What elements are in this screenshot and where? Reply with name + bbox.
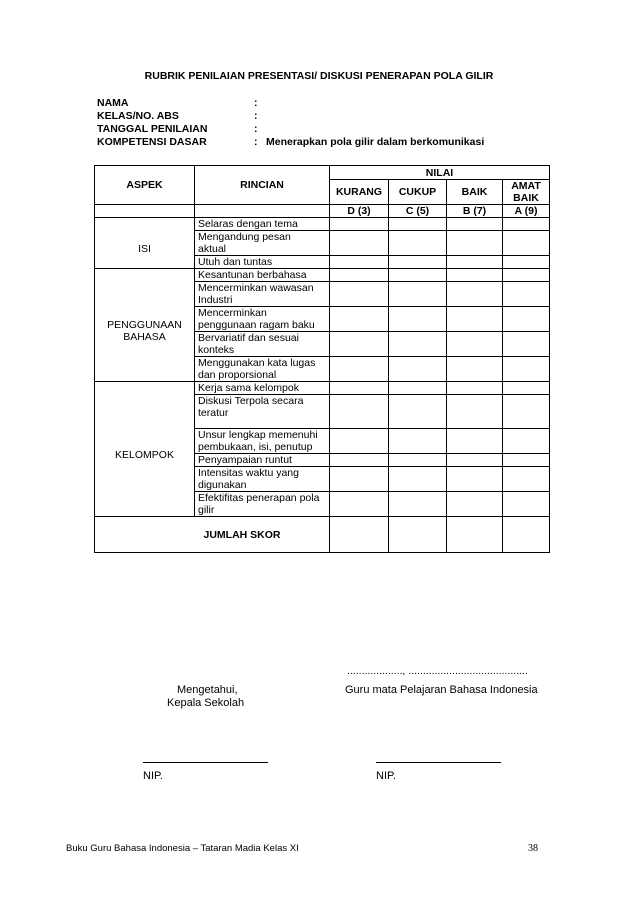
score-cell[interactable] bbox=[389, 357, 447, 382]
info-value-kompetensi: Menerapkan pola gilir dalam berkomunikasi bbox=[266, 136, 485, 148]
aspek-kelompok: KELOMPOK bbox=[95, 382, 195, 517]
score-cell[interactable] bbox=[330, 492, 389, 517]
grade-c: C (5) bbox=[389, 205, 447, 218]
empty-cell bbox=[95, 205, 195, 218]
rincian-item: Mengandung pesan aktual bbox=[195, 231, 330, 256]
grade-b: B (7) bbox=[447, 205, 503, 218]
place-date-line: ..................., ......................................... bbox=[347, 665, 528, 677]
signature-left-line1: Mengetahui, bbox=[177, 684, 238, 696]
score-cell[interactable] bbox=[330, 357, 389, 382]
score-cell[interactable] bbox=[447, 382, 503, 395]
total-cell[interactable] bbox=[503, 517, 550, 553]
info-label-nama: NAMA bbox=[97, 97, 129, 109]
score-cell[interactable] bbox=[503, 218, 550, 231]
rincian-item: Menggunakan kata lugas dan proporsional bbox=[195, 357, 330, 382]
score-cell[interactable] bbox=[389, 218, 447, 231]
rincian-item: Penyampaian runtut bbox=[195, 454, 330, 467]
score-cell[interactable] bbox=[447, 492, 503, 517]
aspek-penggunaan-bahasa: PENGGUNAAN BAHASA bbox=[95, 269, 195, 382]
score-cell[interactable] bbox=[389, 256, 447, 269]
score-cell[interactable] bbox=[389, 231, 447, 256]
score-cell[interactable] bbox=[503, 454, 550, 467]
score-cell[interactable] bbox=[389, 454, 447, 467]
score-cell[interactable] bbox=[447, 256, 503, 269]
signature-right-line1: Guru mata Pelajaran Bahasa Indonesia bbox=[345, 684, 538, 696]
score-cell[interactable] bbox=[447, 282, 503, 307]
header-amat-baik-line1: AMAT bbox=[511, 180, 541, 192]
score-cell[interactable] bbox=[503, 357, 550, 382]
rubric-table bbox=[94, 165, 550, 553]
score-cell[interactable] bbox=[447, 269, 503, 282]
header-nilai: NILAI bbox=[330, 166, 550, 180]
score-cell[interactable] bbox=[503, 332, 550, 357]
nip-right: NIP. bbox=[376, 770, 396, 782]
footer-page-number: 38 bbox=[528, 843, 538, 854]
header-amat-baik bbox=[503, 180, 550, 205]
empty-cell bbox=[195, 205, 330, 218]
total-cell[interactable] bbox=[330, 517, 389, 553]
header-rincian: RINCIAN bbox=[195, 166, 330, 205]
score-cell[interactable] bbox=[330, 382, 389, 395]
signature-left-line2: Kepala Sekolah bbox=[167, 697, 245, 709]
score-cell[interactable] bbox=[503, 269, 550, 282]
score-cell[interactable] bbox=[503, 231, 550, 256]
score-cell[interactable] bbox=[447, 357, 503, 382]
grade-a: A (9) bbox=[503, 205, 550, 218]
score-cell[interactable] bbox=[503, 256, 550, 269]
total-cell[interactable] bbox=[389, 517, 447, 553]
score-cell[interactable] bbox=[389, 307, 447, 332]
header-cukup: CUKUP bbox=[389, 180, 447, 205]
score-cell[interactable] bbox=[447, 218, 503, 231]
jumlah-skor-label: JUMLAH SKOR bbox=[95, 517, 330, 553]
rincian-item: Efektifitas penerapan pola gilir bbox=[195, 492, 330, 517]
rincian-item: Kerja sama kelompok bbox=[195, 382, 330, 395]
score-cell[interactable] bbox=[330, 454, 389, 467]
nip-left: NIP. bbox=[143, 770, 163, 782]
info-colon: : bbox=[254, 136, 258, 148]
score-cell[interactable] bbox=[330, 467, 389, 492]
score-cell[interactable] bbox=[503, 492, 550, 517]
score-cell[interactable] bbox=[389, 332, 447, 357]
score-cell[interactable] bbox=[503, 467, 550, 492]
score-cell[interactable] bbox=[330, 231, 389, 256]
score-cell[interactable] bbox=[503, 429, 550, 454]
info-label-tanggal: TANGGAL PENILAIAN bbox=[97, 123, 208, 135]
header-baik: BAIK bbox=[447, 180, 503, 205]
score-cell[interactable] bbox=[389, 282, 447, 307]
score-cell[interactable] bbox=[330, 429, 389, 454]
score-cell[interactable] bbox=[389, 429, 447, 454]
score-cell[interactable] bbox=[447, 231, 503, 256]
rincian-item: Selaras dengan tema bbox=[195, 218, 330, 231]
score-cell[interactable] bbox=[330, 269, 389, 282]
rincian-item: Diskusi Terpola secara teratur bbox=[195, 395, 330, 429]
score-cell[interactable] bbox=[503, 307, 550, 332]
score-cell[interactable] bbox=[330, 395, 389, 429]
score-cell[interactable] bbox=[503, 282, 550, 307]
total-cell[interactable] bbox=[447, 517, 503, 553]
rincian-item: Intensitas waktu yang digunakan bbox=[195, 467, 330, 492]
score-cell[interactable] bbox=[447, 454, 503, 467]
signature-line-left bbox=[143, 762, 268, 763]
score-cell[interactable] bbox=[389, 492, 447, 517]
score-cell[interactable] bbox=[503, 382, 550, 395]
score-cell[interactable] bbox=[330, 307, 389, 332]
header-aspek: ASPEK bbox=[95, 166, 195, 205]
score-cell[interactable] bbox=[447, 467, 503, 492]
score-cell[interactable] bbox=[330, 256, 389, 269]
score-cell[interactable] bbox=[389, 395, 447, 429]
score-cell[interactable] bbox=[330, 218, 389, 231]
score-cell[interactable] bbox=[447, 429, 503, 454]
aspek-isi: ISI bbox=[95, 218, 195, 269]
info-label-kompetensi: KOMPETENSI DASAR bbox=[97, 136, 207, 148]
rincian-item: Kesantunan berbahasa bbox=[195, 269, 330, 282]
header-amat-baik-line2: BAIK bbox=[513, 192, 539, 204]
rincian-item: Bervariatif dan sesuai konteks bbox=[195, 332, 330, 357]
rincian-item: Utuh dan tuntas bbox=[195, 256, 330, 269]
info-colon: : bbox=[254, 110, 258, 122]
info-colon: : bbox=[254, 123, 258, 135]
score-cell[interactable] bbox=[447, 307, 503, 332]
rincian-item: Mencerminkan wawasan Industri bbox=[195, 282, 330, 307]
rincian-item: Unsur lengkap memenuhi pembukaan, isi, penutup bbox=[195, 429, 330, 454]
info-colon: : bbox=[254, 97, 258, 109]
score-cell[interactable] bbox=[389, 382, 447, 395]
score-cell[interactable] bbox=[330, 332, 389, 357]
score-cell[interactable] bbox=[389, 467, 447, 492]
score-cell[interactable] bbox=[330, 282, 389, 307]
score-cell[interactable] bbox=[389, 269, 447, 282]
info-label-kelas: KELAS/NO. ABS bbox=[97, 110, 179, 122]
score-cell[interactable] bbox=[447, 395, 503, 429]
score-cell[interactable] bbox=[503, 395, 550, 429]
document-title: RUBRIK PENILAIAN PRESENTASI/ DISKUSI PENERAPAN POLA GILIR bbox=[144, 70, 494, 82]
score-cell[interactable] bbox=[447, 332, 503, 357]
rincian-item: Mencerminkan penggunaan ragam baku bbox=[195, 307, 330, 332]
grade-d: D (3) bbox=[330, 205, 389, 218]
header-kurang: KURANG bbox=[330, 180, 389, 205]
signature-line-right bbox=[376, 762, 501, 763]
footer-book-title: Buku Guru Bahasa Indonesia – Tataran Madia Kelas XI bbox=[66, 843, 299, 854]
